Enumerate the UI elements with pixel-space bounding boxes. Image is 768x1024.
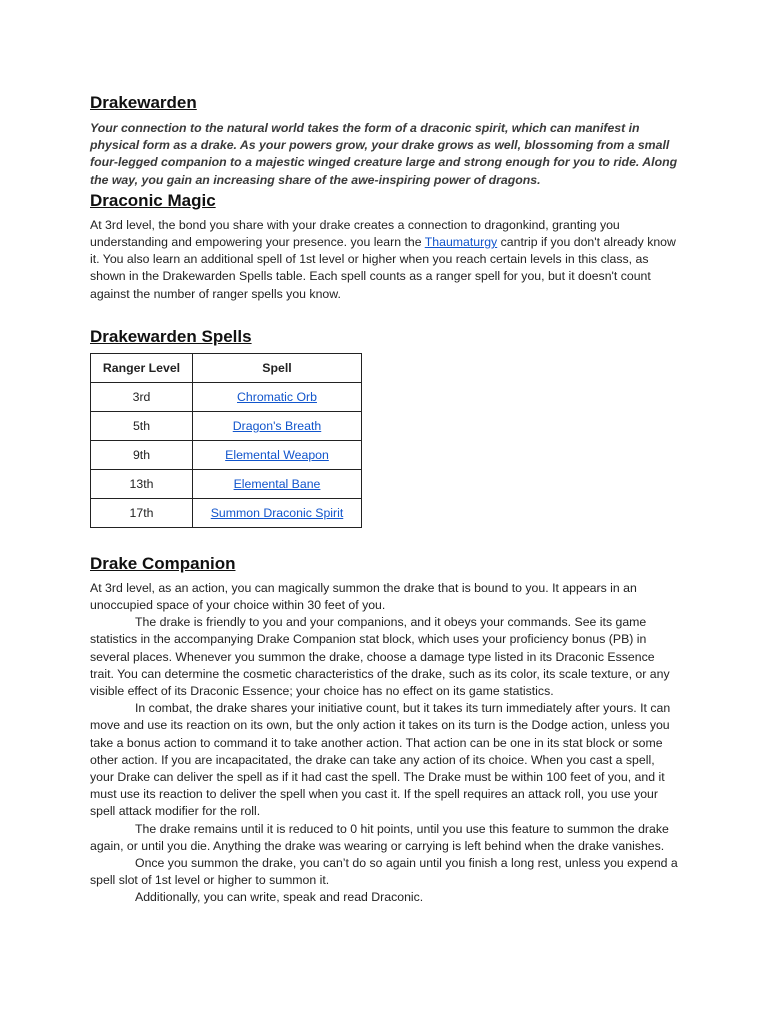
- spell-link-chromatic-orb[interactable]: Chromatic Orb: [237, 389, 317, 404]
- drake-companion-paragraph-4: The drake remains until it is reduced to 0 hit points, until you use this feature to summon the drake again, or until you die. Anything the drake was wearing or carrying is left behind when the drake vanishes.: [90, 821, 669, 853]
- draconic-magic-text-2: cantrip if you don't already know it. You also learn an additional spell of 1st level or higher when you reach certain levels in this class, as shown in the Drakewarden Spells table. Each spell counts as a ranger spell for you, but it doesn't count against the number of ranger spells you know.: [90, 235, 676, 301]
- document-page: [90, 92, 680, 907]
- table-cell-spell: [193, 469, 362, 498]
- draconic-magic-text-1: At 3rd level, the bond you share with your drake creates a connection to dragonkind, granting you understanding and empowering your presence. you learn the: [90, 217, 620, 250]
- table-cell-spell: [193, 440, 362, 469]
- table-cell-spell: [193, 411, 362, 440]
- document-title: Drakewarden: [90, 93, 197, 112]
- table-row: [91, 440, 362, 469]
- intro-paragraph: Your connection to the natural world takes the form of a draconic spirit, which can manifest in physical form as a drake. As your powers grow, your drake grows as well, blossoming from a small four-legged companion to a majestic winged creature large and strong enough for you to ride. Along the way, you gain an increasing share of the awe-inspiring power of dragons.: [90, 121, 678, 187]
- spell-link-summon-draconic-spirit[interactable]: Summon Draconic Spirit: [210, 505, 344, 520]
- drake-companion-paragraph-2: The drake is friendly to you and your companions, and it obeys your commands. See its game statistics in the accompanying Drake Companion stat block, which uses your proficiency bonus (PB) in several places. Whenever you summon the drake, choose a damage type listed in its Draconic Essence trait. You can determine the cosmetic characteristics of the drake, such as its color, its scale texture, or any visible effect of its Draconic Essence; your choice has no effect on its game statistics.: [90, 615, 670, 699]
- drake-companion-paragraph-5: Once you summon the drake, you can’t do so again until you finish a long rest, unless you expend a spell slot of 1st level or higher to summon it.: [90, 856, 678, 888]
- table-cell-level: 3rd: [91, 382, 193, 411]
- table-row: [91, 498, 362, 527]
- table-row: [91, 469, 362, 498]
- table-cell-level: 13th: [91, 469, 193, 498]
- spell-link-dragons-breath[interactable]: Dragon's Breath: [232, 418, 322, 433]
- table-cell-spell: [193, 498, 362, 527]
- table-cell-level: 17th: [91, 498, 193, 527]
- drake-companion-paragraph-3: In combat, the drake shares your initiative count, but it takes its turn immediately after yours. It can move and use its reaction on its own, but the only action it takes on its turn is the Dodge action, unless you take a bonus action to command it to take another action. That action can be one in its stat block or some other action. If you are incapacitated, the drake can take any action of its choice. When you cast a spell, your Drake can deliver the spell as if it had cast the spell. The Drake must be within 100 feet of you, and it must use its reaction to deliver the spell when you cast it. If the spell requires an attack roll, you use your spell attack modifier for the roll.: [90, 701, 671, 819]
- drakewarden-spells-heading: Drakewarden Spells: [90, 326, 252, 346]
- draconic-magic-paragraph: [90, 217, 680, 303]
- drakewarden-spells-table: [90, 353, 362, 528]
- draconic-magic-heading: Draconic Magic: [90, 190, 216, 210]
- table-row: [91, 411, 362, 440]
- drake-companion-heading: Drake Companion: [90, 553, 236, 573]
- drake-companion-paragraph-1: At 3rd level, as an action, you can magically summon the drake that is bound to you. It appears in an unoccupied space of your choice within 30 feet of you.: [90, 580, 637, 613]
- column-header-level: Ranger Level: [91, 353, 193, 382]
- table-cell-level: 5th: [91, 411, 193, 440]
- table-header-row: [91, 353, 362, 382]
- table-cell-spell: [193, 382, 362, 411]
- spell-link-elemental-weapon[interactable]: Elemental Weapon: [225, 447, 329, 462]
- spell-link-elemental-bane[interactable]: Elemental Bane: [233, 476, 321, 491]
- drake-companion-paragraph-6: Additionally, you can write, speak and read Draconic.: [135, 890, 424, 905]
- table-cell-level: 9th: [91, 440, 193, 469]
- table-row: [91, 382, 362, 411]
- column-header-spell: Spell: [193, 353, 362, 382]
- thaumaturgy-link[interactable]: Thaumaturgy: [424, 235, 498, 250]
